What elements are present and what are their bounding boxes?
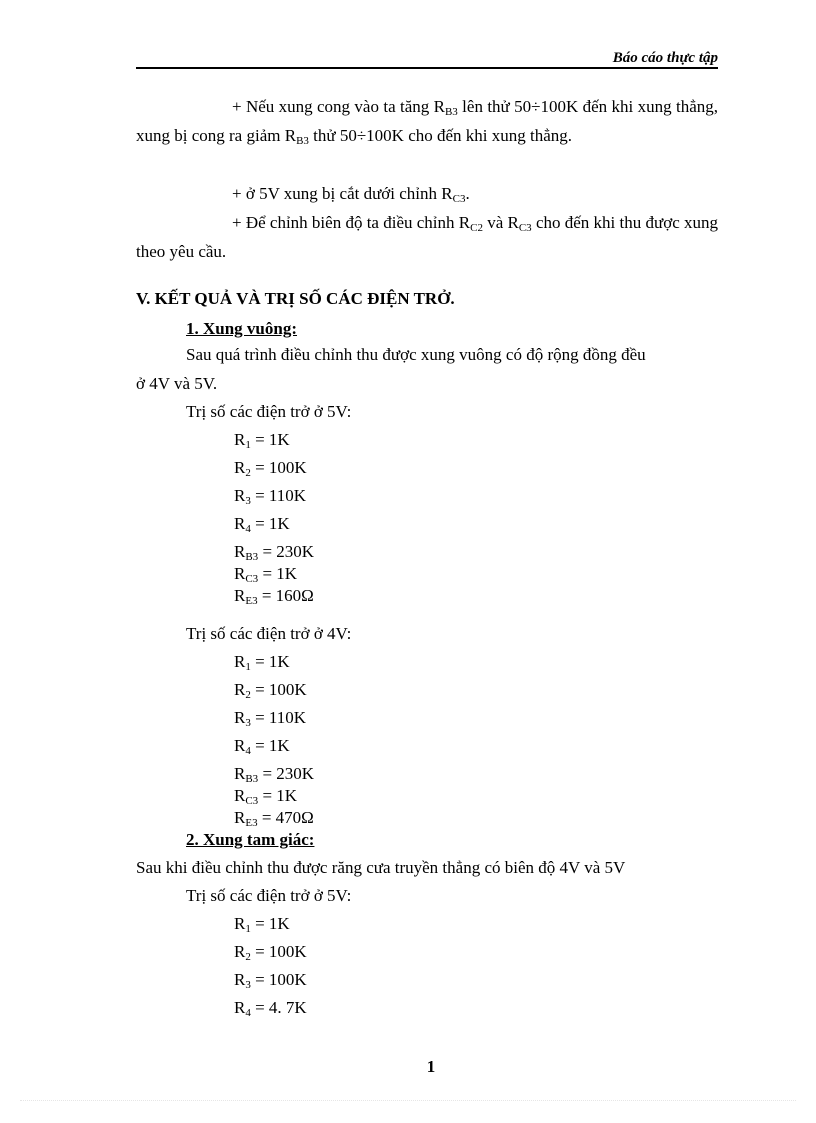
section-heading: V. KẾT QUẢ VÀ TRỊ SỐ CÁC ĐIỆN TRỞ. xyxy=(136,289,455,308)
header-rule xyxy=(136,67,718,69)
part1-title: 1. Xung vuông: xyxy=(186,319,298,338)
resistor-value: $R_4 = 1K$ xyxy=(234,514,290,535)
resistor-value: $R_{B3} = 230K$ xyxy=(234,764,315,785)
part2-set5-label: Trị số các điện trở ở 5V: xyxy=(186,886,352,905)
resistor-value: $R_2 = 100K$ xyxy=(234,458,307,479)
resistor-value: $R_2 = 100K$ xyxy=(234,942,307,963)
resistor-value: $R_3 = 110K$ xyxy=(234,486,307,507)
resistor-value: $R_{C3} = 1K$ xyxy=(234,564,298,585)
resistor-value: $R_4 = 4$. 7K xyxy=(234,998,307,1019)
footer-divider xyxy=(20,1100,796,1101)
resistor-value: $R_2 = 100K$ xyxy=(234,680,307,701)
part1-set4-label: Trị số các điện trở ở 4V: xyxy=(186,624,352,643)
header-title: Báo cáo thực tập xyxy=(612,50,718,66)
page-number: 1 xyxy=(426,1057,436,1076)
resistor-value: $R_1 = 1K$ xyxy=(234,430,290,451)
resistor-value: $R_3 = 100K$ xyxy=(234,970,307,991)
part2-description: Sau khi điều chỉnh thu được răng cưa truyền thẳng có biên độ 4V và 5V xyxy=(136,858,626,877)
resistor-value: $R_{E3} = 470\Omega$ xyxy=(234,808,314,829)
resistor-value: $R_1 = 1K$ xyxy=(234,914,290,935)
resistor-value: $R_4 = 1K$ xyxy=(234,736,290,757)
intro-paragraph-2: + ở 5V xung bị cắt dưới chỉnh $R_{C3}$. xyxy=(232,184,470,205)
intro-paragraph-3: + Để chỉnh biên độ ta điều chỉnh $R_{C2}$ và $R_{C3}$ cho đến khi thu được xung theo yêu cầu. xyxy=(136,213,718,261)
part1-description-line1: Sau quá trình điều chỉnh thu được xung vuông có độ rộng đồng đều xyxy=(186,345,646,364)
part2-title: 2. Xung tam giác: xyxy=(186,830,315,849)
part1-description-line2: ở 4V và 5V. xyxy=(136,374,218,393)
part1-set5-label: Trị số các điện trở ở 5V: xyxy=(186,402,352,421)
intro-paragraph-1: + Nếu xung cong vào ta tăng $R_{B3}$ lên thử 50÷100K đến khi xung thẳng, xung bị cong ra giảm $R_{B3}$ thử 50÷100K cho đến khi xung thẳng. xyxy=(136,97,718,147)
resistor-value: $R_1 = 1K$ xyxy=(234,652,290,673)
resistor-value: $R_{E3} = 160\Omega$ xyxy=(234,586,314,607)
resistor-value: $R_{C3} = 1K$ xyxy=(234,786,298,807)
resistor-value: $R_{B3} = 230K$ xyxy=(234,542,315,563)
resistor-value: $R_3 = 110K$ xyxy=(234,708,307,729)
